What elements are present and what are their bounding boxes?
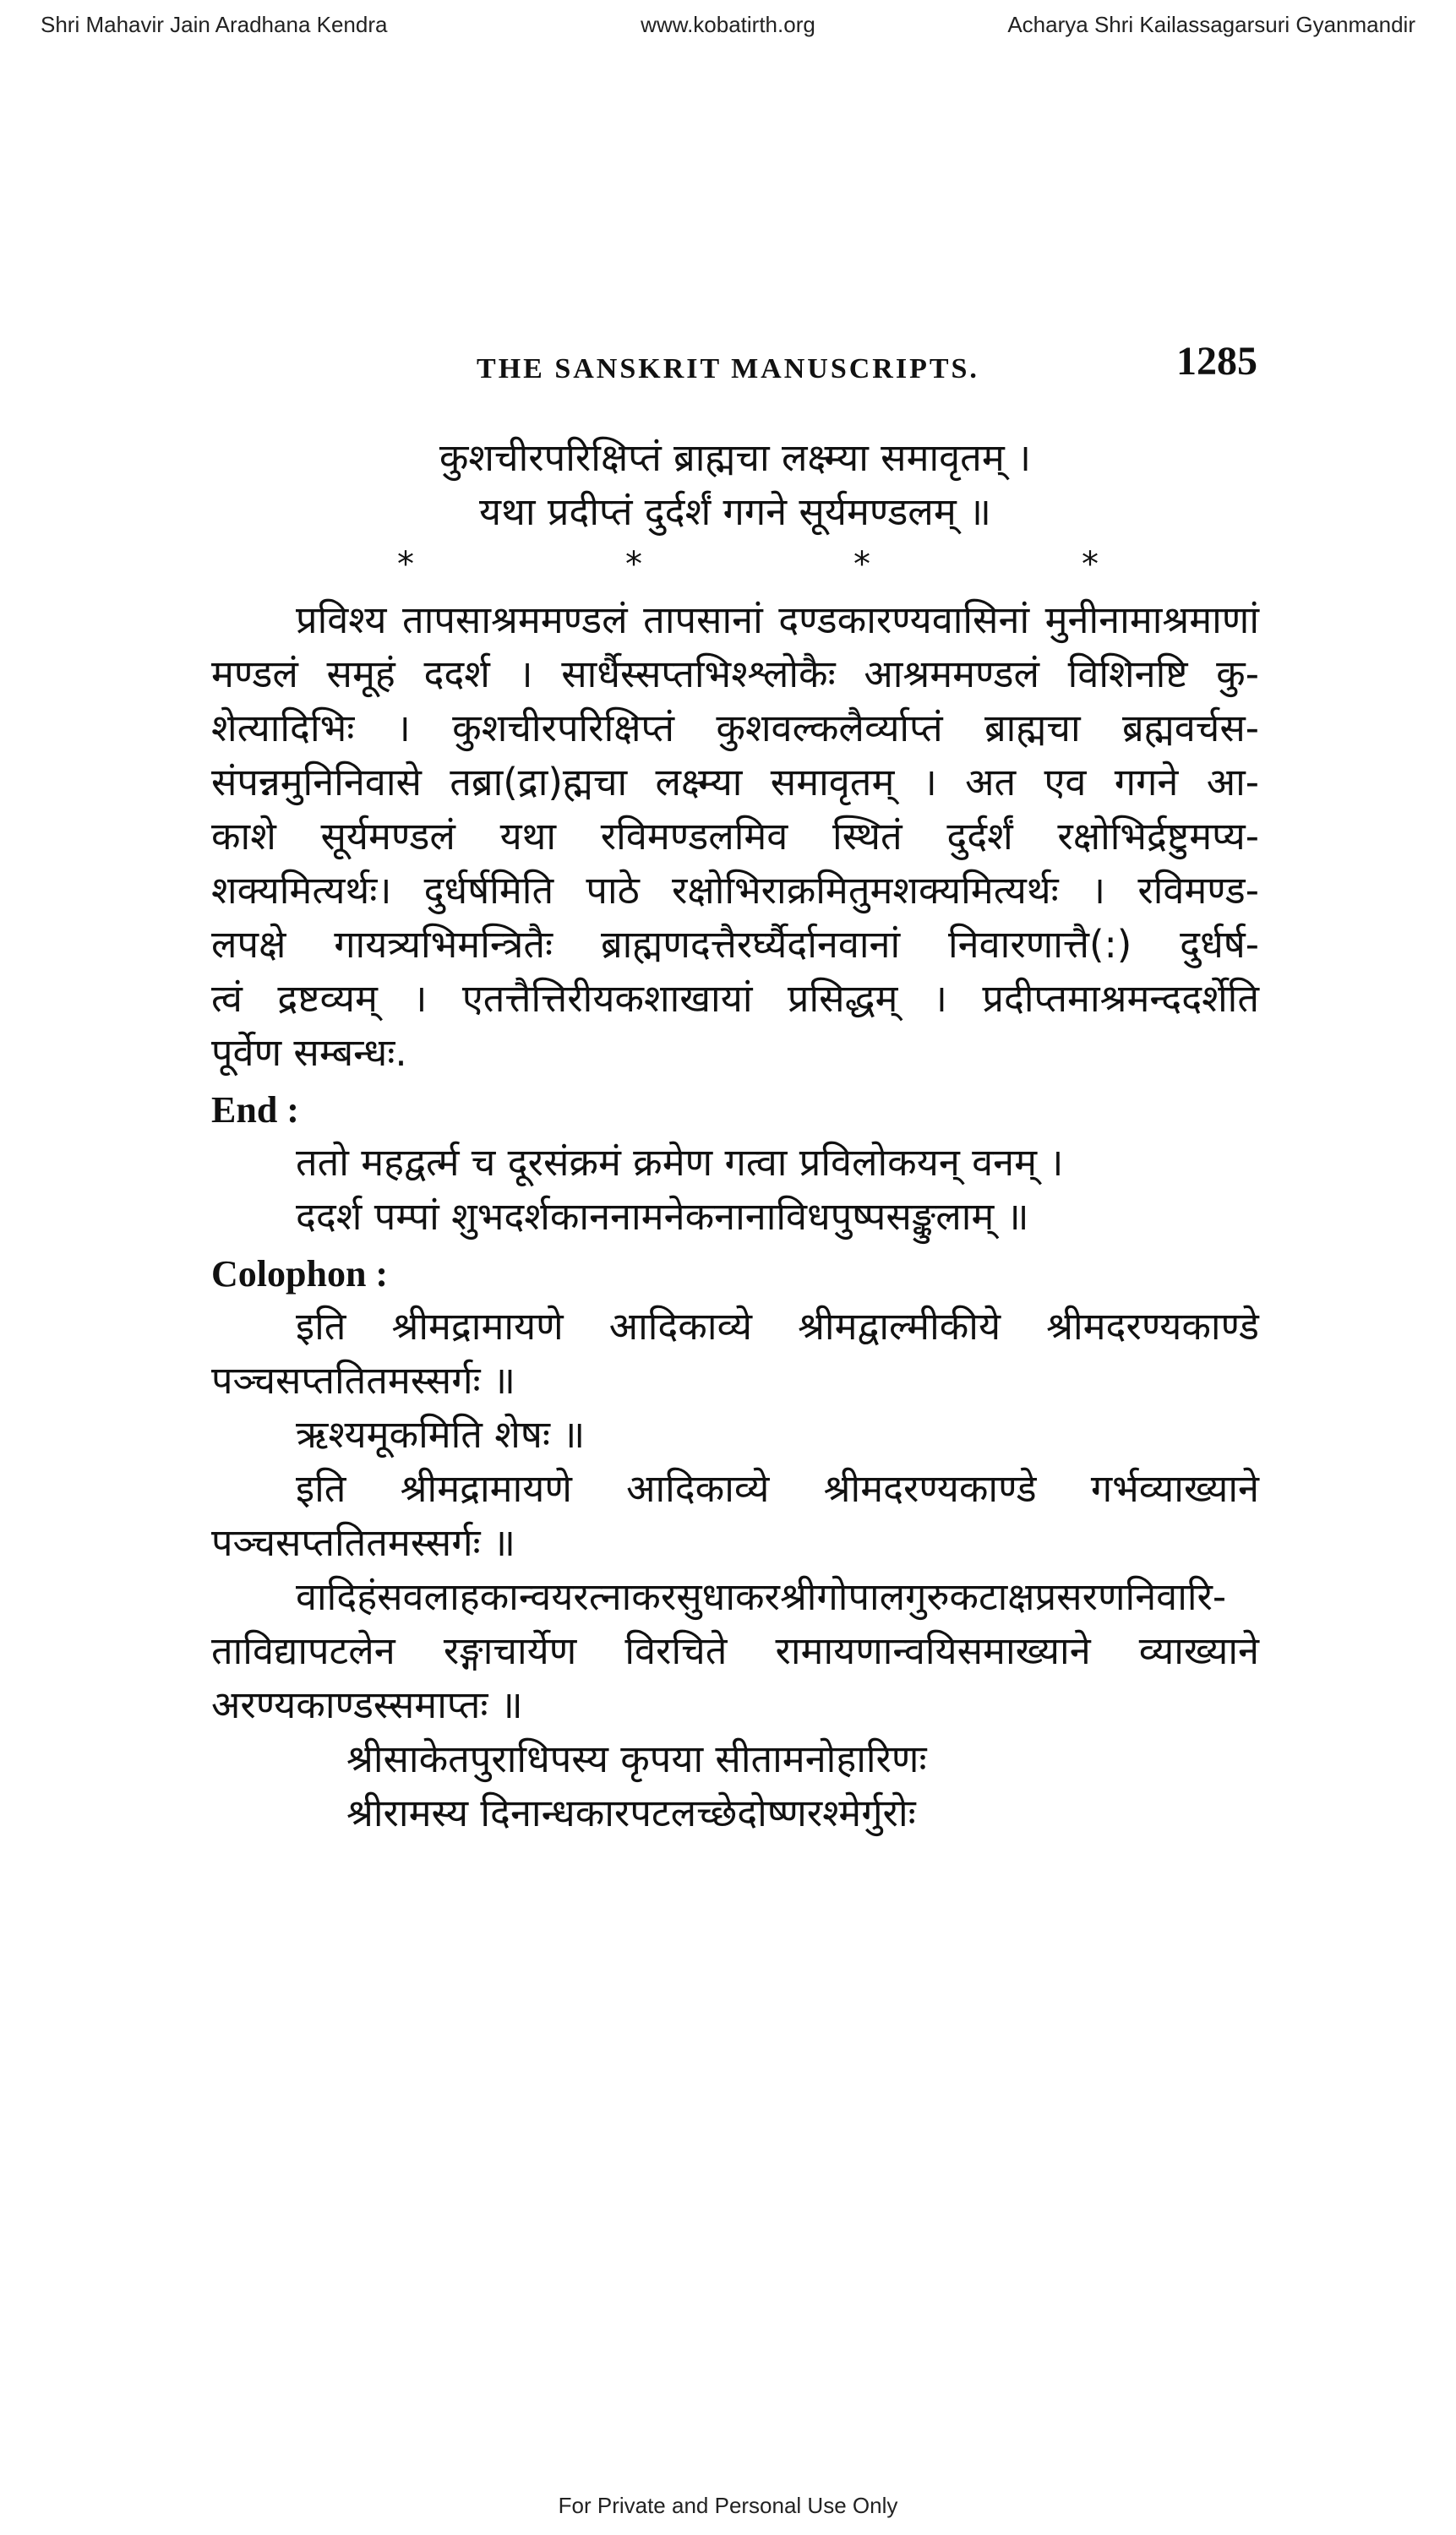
commentary-line: शेत्यादिभिः । कुशचीरपरिक्षिप्तं कुशवल्कलैर्व्याप्तं ब्राह्मचा ब्रह्मवर्चस- xyxy=(211,706,1259,750)
colophon-line: श्रीसाकेतपुराधिपस्य कृपया सीतामनोहारिणः xyxy=(346,1736,927,1781)
separator-star: * xyxy=(853,545,870,584)
verse-line: यथा प्रदीप्तं दुर्दर्शं गगने सूर्यमण्डलम् ॥ xyxy=(479,489,991,534)
colophon-line: इति श्रीमद्रामायणे आदिकाव्ये श्रीमदरण्यकाण्डे गर्भव्याख्याने xyxy=(296,1466,1259,1511)
colophon-line: पञ्चसप्ततितमस्सर्गः ॥ xyxy=(211,1520,515,1565)
commentary-line: लपक्षे गायत्र्यभिमन्त्रितैः ब्राह्मणदत्तैरर्घ्यैर्दानवानां निवारणात्तै(:) दुर्धर्ष- xyxy=(211,922,1259,967)
commentary-line: त्वं द्रष्टव्यम् । एतत्तैत्तिरीयकशाखायां प्रसिद्धम् । प्रदीप्तमाश्रमन्ददर्शेति xyxy=(211,976,1259,1021)
colophon-line: इति श्रीमद्रामायणे आदिकाव्ये श्रीमद्वाल्मीकीये श्रीमदरण्यकाण्डे xyxy=(296,1304,1259,1349)
colophon-line: वादिहंसवलाहकान्वयरत्नाकरसुधाकरश्रीगोपालगुरुकटाक्षप्रसरणनिवारि- xyxy=(296,1574,1227,1619)
commentary-line: प्रविश्य तापसाश्रममण्डलं तापसानां दण्डकारण्यवासिनां मुनीनामाश्रमाणां xyxy=(296,597,1259,642)
verse-line: कुशचीरपरिक्षिप्तं ब्राह्मचा लक्ष्म्या समावृतम् । xyxy=(439,435,1032,480)
separator-star: * xyxy=(625,545,642,584)
header-left-text: Shri Mahavir Jain Aradhana Kendra xyxy=(41,12,388,37)
colophon-line: ताविद्यापटलेन रङ्गाचार्येण विरचिते रामायणान्वयिसमाख्याने व्याख्याने xyxy=(211,1628,1259,1673)
colophon-line: अरण्यकाण्डस्समाप्तः ॥ xyxy=(211,1682,523,1727)
colophon-line: पञ्चसप्ततितमस्सर्गः ॥ xyxy=(211,1358,515,1403)
colophon-label: Colophon : xyxy=(211,1253,389,1295)
commentary-line: मण्डलं समूहं ददर्श । सार्धैस्सप्तभिश्श्लोकैः आश्रममण्डलं विशिनष्टि कु- xyxy=(211,651,1259,696)
header-right-text: Acharya Shri Kailassagarsuri Gyanmandir xyxy=(1007,12,1415,37)
end-verse-line: ददर्श पम्पां शुभदर्शकाननामनेकनानाविधपुष्पसङ्कुलाम् ॥ xyxy=(296,1194,1029,1239)
section-separator xyxy=(211,539,1259,590)
header-website[interactable]: www.kobatirth.org xyxy=(641,12,815,37)
separator-star: * xyxy=(1082,545,1099,584)
end-label: End : xyxy=(211,1089,299,1131)
manuscript-page xyxy=(211,431,1259,1840)
colophon-line: ऋश्यमूकमिति शेषः ॥ xyxy=(296,1412,586,1457)
separator-star: * xyxy=(397,545,414,584)
footer-text: For Private and Personal Use Only xyxy=(558,2493,898,2518)
commentary-line: शक्यमित्यर्थः। दुर्धर्षमिति पाठे रक्षोभिराक्रमितुमशक्यमित्यर्थः । रविमण्ड- xyxy=(211,868,1259,913)
commentary-line: काशे सूर्यमण्डलं यथा रविमण्डलमिव स्थितं दुर्दर्शं रक्षोभिर्द्रष्टुमप्य- xyxy=(211,814,1259,859)
page-number: 1285 xyxy=(1176,339,1257,384)
colophon-line: श्रीरामस्य दिनान्धकारपटलच्छेदोष्णरश्मेर्गुरोः xyxy=(346,1791,916,1835)
commentary-line: पूर्वेण सम्बन्धः. xyxy=(211,1030,407,1075)
commentary-line: संपन्नमुनिनिवासे तब्रा(द्रा)ह्मचा लक्ष्म्या समावृतम् । अत एव गगने आ- xyxy=(211,760,1259,804)
running-head: THE SANSKRIT MANUSCRIPTS. xyxy=(477,353,979,384)
end-verse-line: ततो महद्वर्त्म च दूरसंक्रमं क्रमेण गत्वा प्रविलोकयन् वनम् । xyxy=(296,1140,1064,1185)
